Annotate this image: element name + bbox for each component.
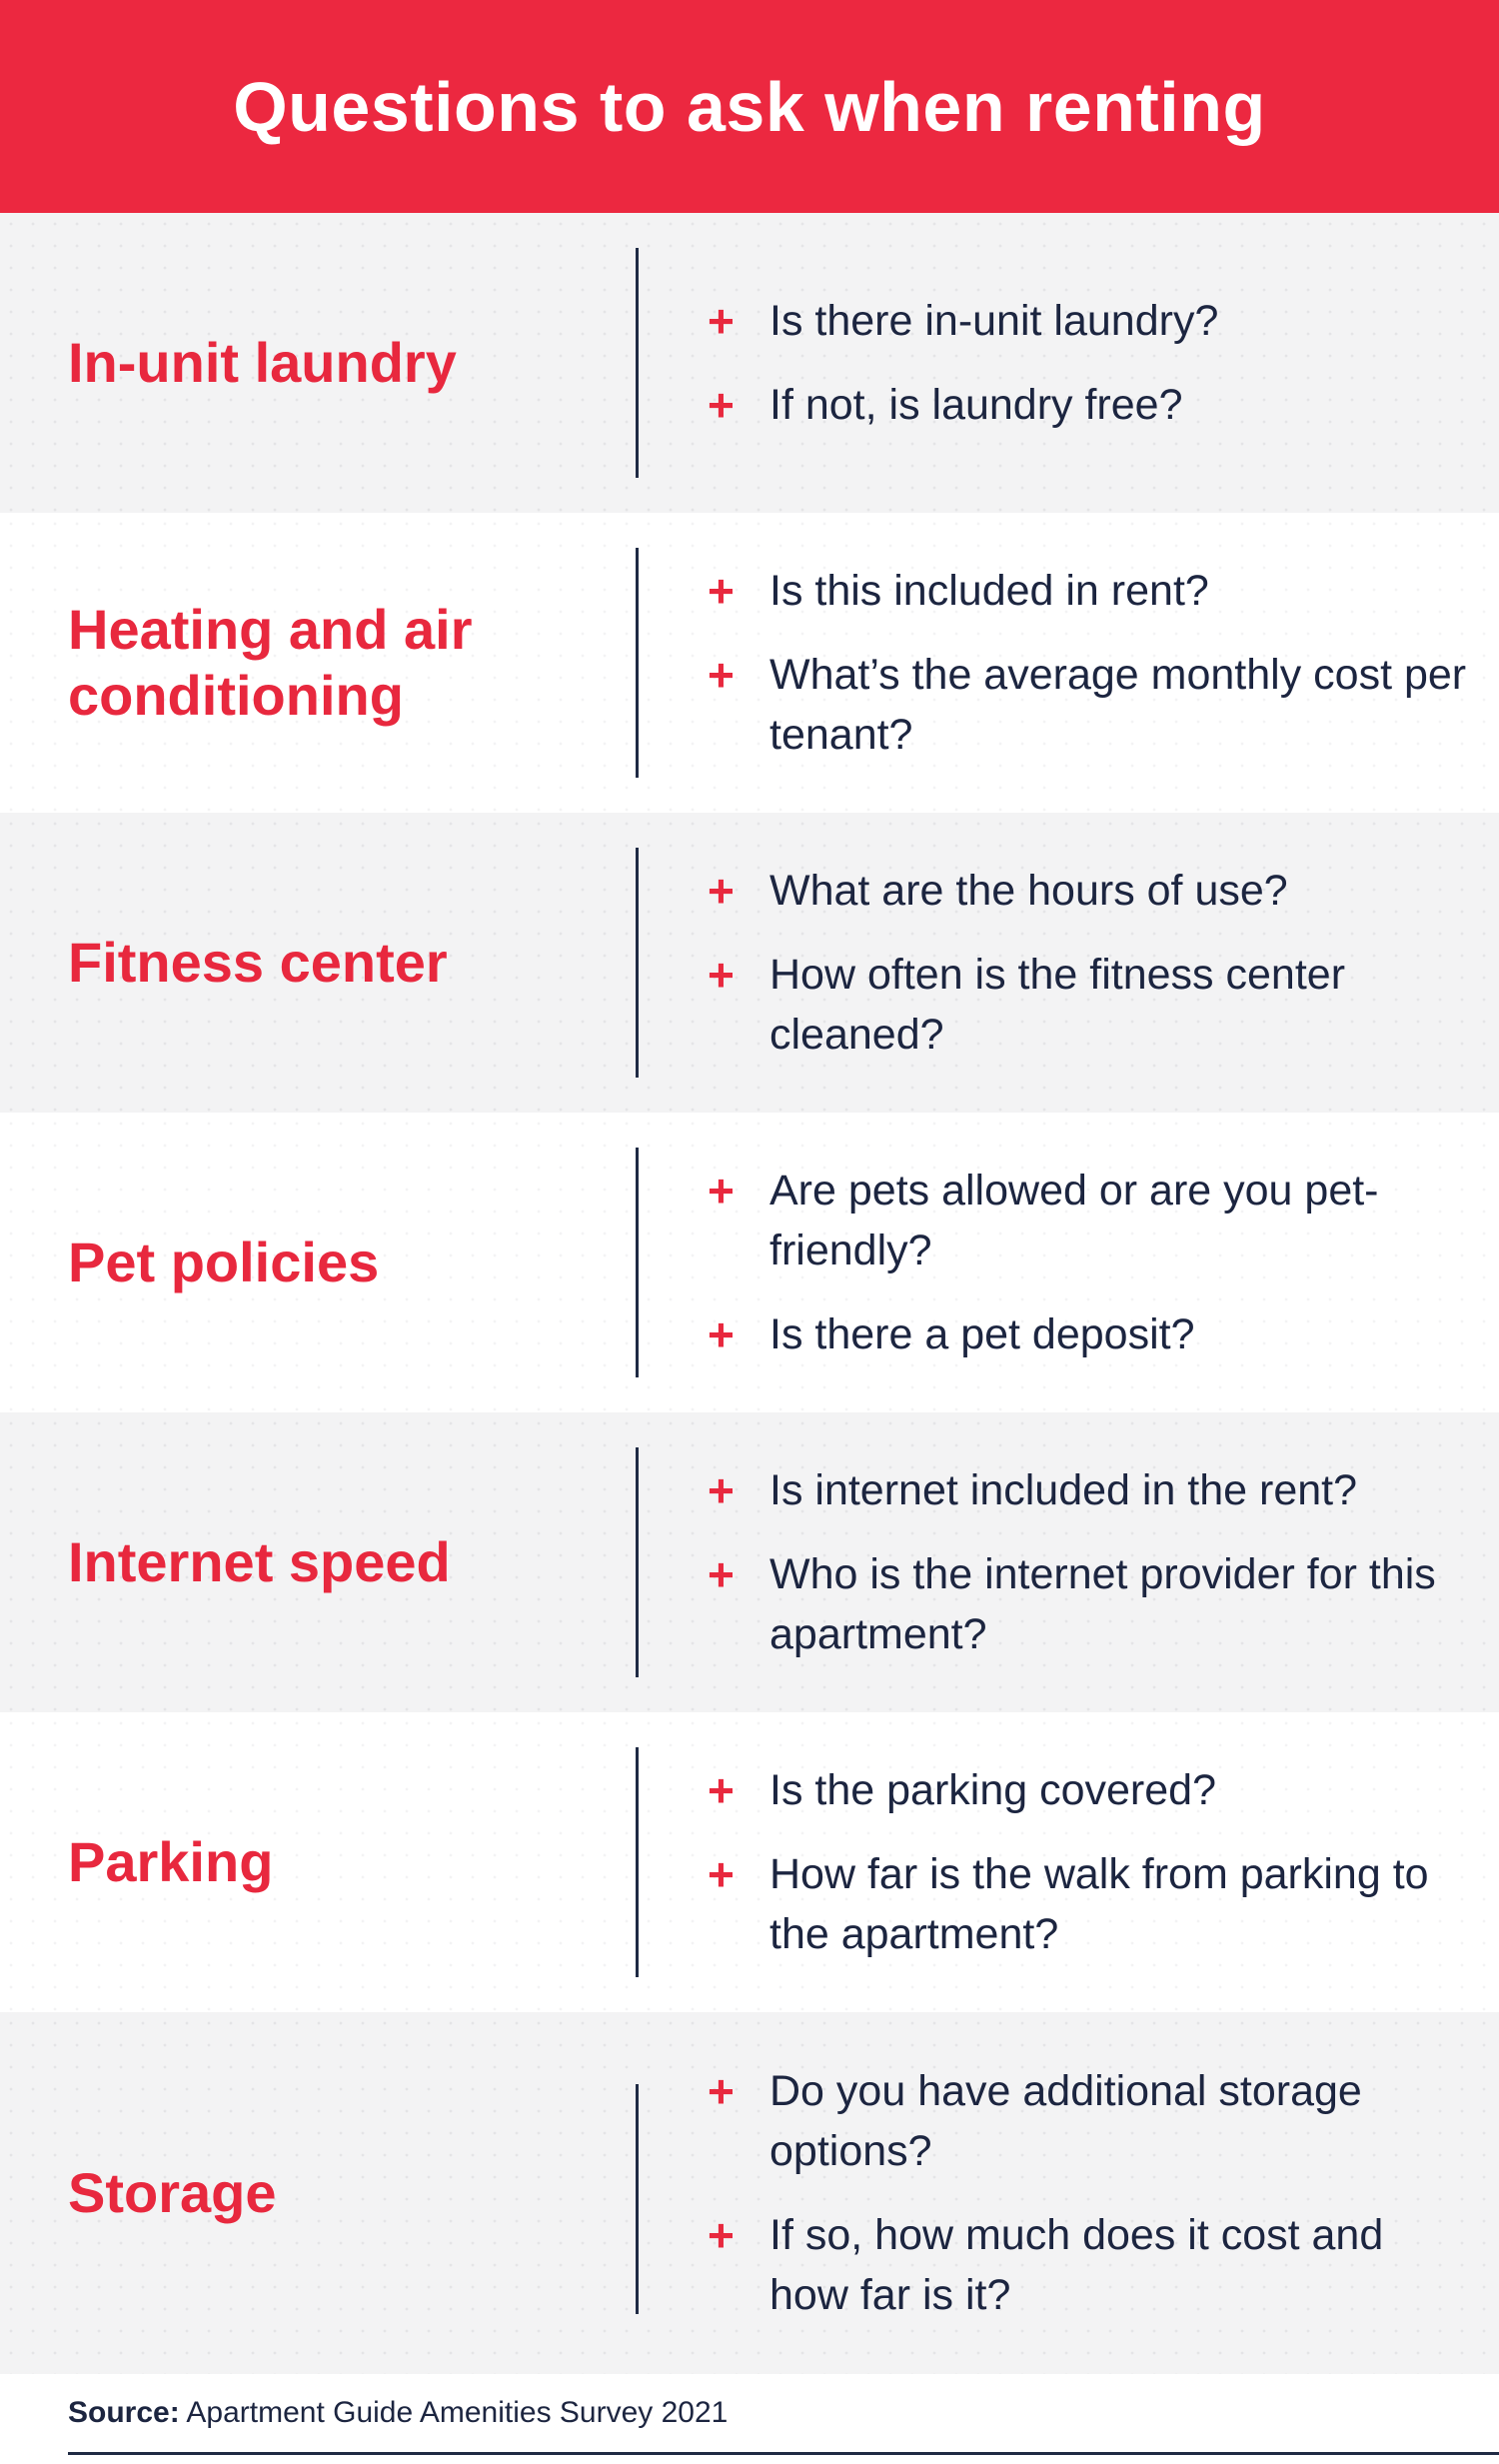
category-label: Heating and air conditioning bbox=[68, 598, 473, 727]
question-item bbox=[708, 291, 1469, 351]
row-divider bbox=[636, 1148, 639, 1377]
row-pet-policies bbox=[0, 1113, 1499, 1412]
footer-divider bbox=[68, 2452, 1499, 2455]
page-title: Questions to ask when renting bbox=[233, 67, 1266, 146]
question-item bbox=[708, 861, 1469, 921]
row-divider bbox=[636, 1447, 639, 1677]
row-in-unit-laundry bbox=[0, 213, 1499, 513]
question-text: Is there a pet deposit? bbox=[769, 1310, 1195, 1358]
question-list bbox=[708, 2012, 1469, 2374]
row-divider bbox=[636, 1747, 639, 1977]
source-text: Apartment Guide Amenities Survey 2021 bbox=[186, 2396, 729, 2429]
question-item bbox=[708, 1760, 1469, 1820]
question-list bbox=[708, 513, 1469, 813]
plus-icon: + bbox=[708, 1308, 735, 1360]
question-item bbox=[708, 375, 1469, 435]
question-text: Is there in-unit laundry? bbox=[769, 297, 1219, 345]
category-label: Pet policies bbox=[68, 1231, 380, 1293]
row-parking bbox=[0, 1712, 1499, 2012]
source-label: Source: bbox=[68, 2396, 180, 2429]
plus-icon: + bbox=[708, 2209, 735, 2261]
row-internet-speed bbox=[0, 1412, 1499, 1712]
row-divider bbox=[636, 248, 639, 478]
question-item bbox=[708, 645, 1469, 765]
question-text: Is internet included in the rent? bbox=[769, 1466, 1358, 1514]
plus-icon: + bbox=[708, 1165, 735, 1217]
question-item bbox=[708, 1161, 1469, 1280]
question-text: How far is the walk from parking to the apartment? bbox=[769, 1850, 1429, 1958]
question-list bbox=[708, 1412, 1469, 1712]
plus-icon: + bbox=[708, 949, 735, 1001]
row-divider bbox=[636, 2084, 639, 2314]
question-text: Who is the internet provider for this apartment? bbox=[769, 1550, 1436, 1658]
plus-icon: + bbox=[708, 649, 735, 701]
question-text: Are pets allowed or are you pet-friendly? bbox=[769, 1167, 1379, 1274]
category-label: Fitness center bbox=[68, 931, 448, 994]
question-list bbox=[708, 813, 1469, 1113]
category-label: In-unit laundry bbox=[68, 331, 457, 394]
question-text: Is the parking covered? bbox=[769, 1766, 1216, 1814]
question-list bbox=[708, 1113, 1469, 1412]
category-label: Internet speed bbox=[68, 1530, 451, 1593]
plus-icon: + bbox=[708, 865, 735, 917]
question-text: What’s the average monthly cost per tenant? bbox=[769, 651, 1467, 759]
category-label: Parking bbox=[68, 1830, 274, 1893]
question-item bbox=[708, 1304, 1469, 1364]
plus-icon: + bbox=[708, 1764, 735, 1816]
plus-icon: + bbox=[708, 379, 735, 431]
plus-icon: + bbox=[708, 565, 735, 617]
source-citation bbox=[68, 2396, 728, 2430]
plus-icon: + bbox=[708, 1464, 735, 1516]
question-text: How often is the fitness center cleaned? bbox=[769, 951, 1346, 1059]
question-item bbox=[708, 1544, 1469, 1664]
question-text: If not, is laundry free? bbox=[769, 381, 1183, 429]
question-list bbox=[708, 213, 1469, 513]
plus-icon: + bbox=[708, 1548, 735, 1600]
question-text: Do you have additional storage options? bbox=[769, 2067, 1362, 2175]
question-item bbox=[708, 2205, 1469, 2325]
question-text: What are the hours of use? bbox=[769, 867, 1288, 915]
category-label: Storage bbox=[68, 2161, 277, 2224]
question-text: If so, how much does it cost and how far is it? bbox=[769, 2211, 1384, 2319]
row-divider bbox=[636, 548, 639, 778]
footer bbox=[0, 2374, 1499, 2464]
row-heating-air-conditioning bbox=[0, 513, 1499, 813]
question-item bbox=[708, 561, 1469, 621]
header-banner bbox=[0, 0, 1499, 213]
question-item bbox=[708, 1460, 1469, 1520]
row-storage bbox=[0, 2012, 1499, 2374]
plus-icon: + bbox=[708, 295, 735, 347]
row-fitness-center bbox=[0, 813, 1499, 1113]
question-list bbox=[708, 1712, 1469, 2012]
plus-icon: + bbox=[708, 1848, 735, 1900]
question-item bbox=[708, 1844, 1469, 1964]
question-item bbox=[708, 945, 1469, 1065]
row-divider bbox=[636, 848, 639, 1078]
question-item bbox=[708, 2061, 1469, 2181]
question-text: Is this included in rent? bbox=[769, 567, 1209, 615]
plus-icon: + bbox=[708, 2065, 735, 2117]
